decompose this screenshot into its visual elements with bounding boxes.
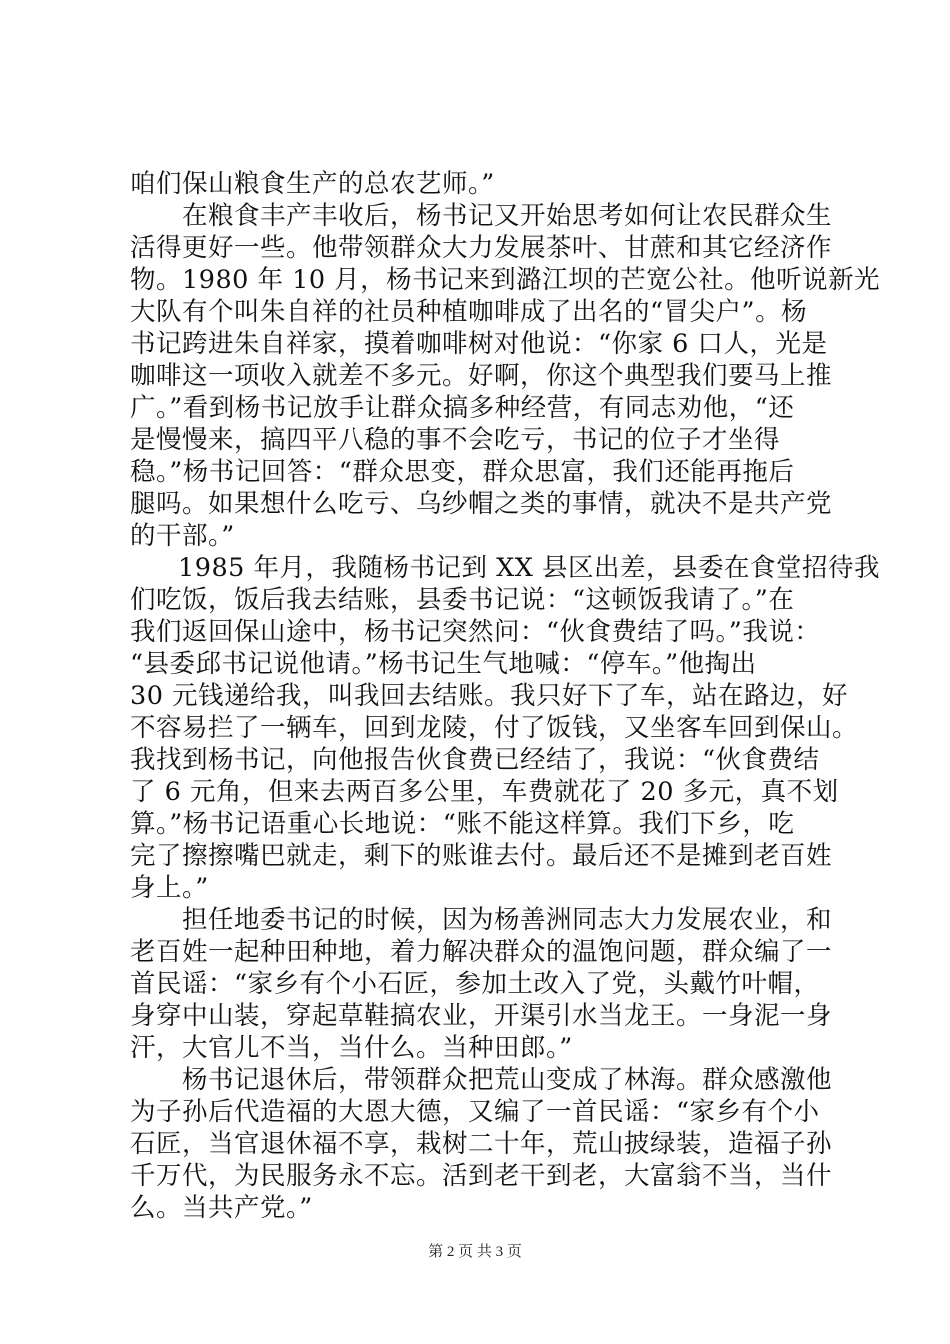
text-line: “县委邱书记说他请。”杨书记生气地喊：“停车。”他掏出 (130, 649, 757, 679)
text-line: 老百姓一起种田种地，着力解决群众的温饱问题，群众编了一 (130, 937, 833, 967)
text-line: 为子孙后代造福的大恩大德，又编了一首民谣：“家乡有个小 (130, 1097, 820, 1127)
paragraph-start: 1985 年月，我随杨书记到 XX 县区出差，县委在食堂招待我 (178, 553, 881, 583)
text-line: 么。当共产党。” (130, 1193, 313, 1223)
text-line: 的干部。” (130, 521, 235, 551)
text-line: 不容易拦了一辆车，回到龙陵，付了饭钱，又坐客车回到保山。 (130, 713, 859, 743)
text-line: 石匠，当官退休福不享，栽树二十年，荒山披绿装，造福子孙 (130, 1129, 833, 1159)
text-line: 完了擦擦嘴巴就走，剩下的账谁去付。最后还不是摊到老百姓 (130, 841, 833, 871)
text-line: 我们返回保山途中，杨书记突然问：“伙食费结了吗。”我说： (130, 617, 821, 647)
text-line: 首民谣：“家乡有个小石匠，参加土改入了党，头戴竹叶帽， (130, 969, 820, 999)
text-line: 千万代，为民服务永不忘。活到老干到老，大富翁不当，当什 (130, 1161, 833, 1191)
text-line: 我找到杨书记，向他报告伙食费已经结了，我说：“伙食费结 (130, 745, 820, 775)
paragraph-start: 杨书记退休后，带领群众把荒山变成了林海。群众感激他 (182, 1065, 833, 1095)
text-line: 稳。”杨书记回答：“群众思变，群众思富，我们还能再拖后 (130, 457, 795, 487)
text-line: 咖啡这一项收入就差不多元。好啊，你这个典型我们要马上推 (130, 361, 833, 391)
text-line: 们吃饭，饭后我去结账，县委书记说：“这顿饭我请了。”在 (130, 585, 795, 615)
document-body (130, 168, 881, 1224)
text-line: 身穿中山装，穿起草鞋搞农业，开渠引水当龙王。一身泥一身 (130, 1001, 833, 1031)
text-line: 广。”看到杨书记放手让群众搞多种经营，有同志劝他，“还 (130, 393, 795, 423)
paragraph-start: 担任地委书记的时候，因为杨善洲同志大力发展农业，和 (182, 905, 833, 935)
text-line: 是慢慢来，搞四平八稳的事不会吃亏，书记的位子才坐得 (130, 425, 781, 455)
text-line: 算。”杨书记语重心长地说：“账不能这样算。我们下乡，吃 (130, 809, 795, 839)
text-line: 书记跨进朱自祥家，摸着咖啡树对他说：“你家 6 口人，光是 (130, 329, 828, 359)
text-line: 腿吗。如果想什么吃亏、乌纱帽之类的事情，就决不是共产党 (130, 489, 833, 519)
text-line: 物。1980 年 10 月，杨书记来到潞江坝的芒宽公社。他听说新光 (130, 265, 881, 295)
page-footer: 第 2 页 共 3 页 (428, 1244, 522, 1260)
text-line: 大队有个叫朱自祥的社员种植咖啡成了出名的“冒尖户”。杨 (130, 297, 808, 327)
text-line: 汗，大官儿不当，当什么。当种田郎。” (130, 1033, 573, 1063)
text-line: 活得更好一些。他带领群众大力发展茶叶、甘蔗和其它经济作 (130, 233, 833, 263)
text-line: 咱们保山粮食生产的总农艺师。” (130, 169, 495, 199)
paragraph-start: 在粮食丰产丰收后，杨书记又开始思考如何让农民群众生 (182, 201, 833, 231)
text-line: 30 元钱递给我，叫我回去结账。我只好下了车，站在路边，好 (130, 681, 849, 711)
text-line: 身上。” (130, 873, 209, 903)
text-line: 了 6 元角，但来去两百多公里，车费就花了 20 多元，真不划 (130, 777, 839, 807)
